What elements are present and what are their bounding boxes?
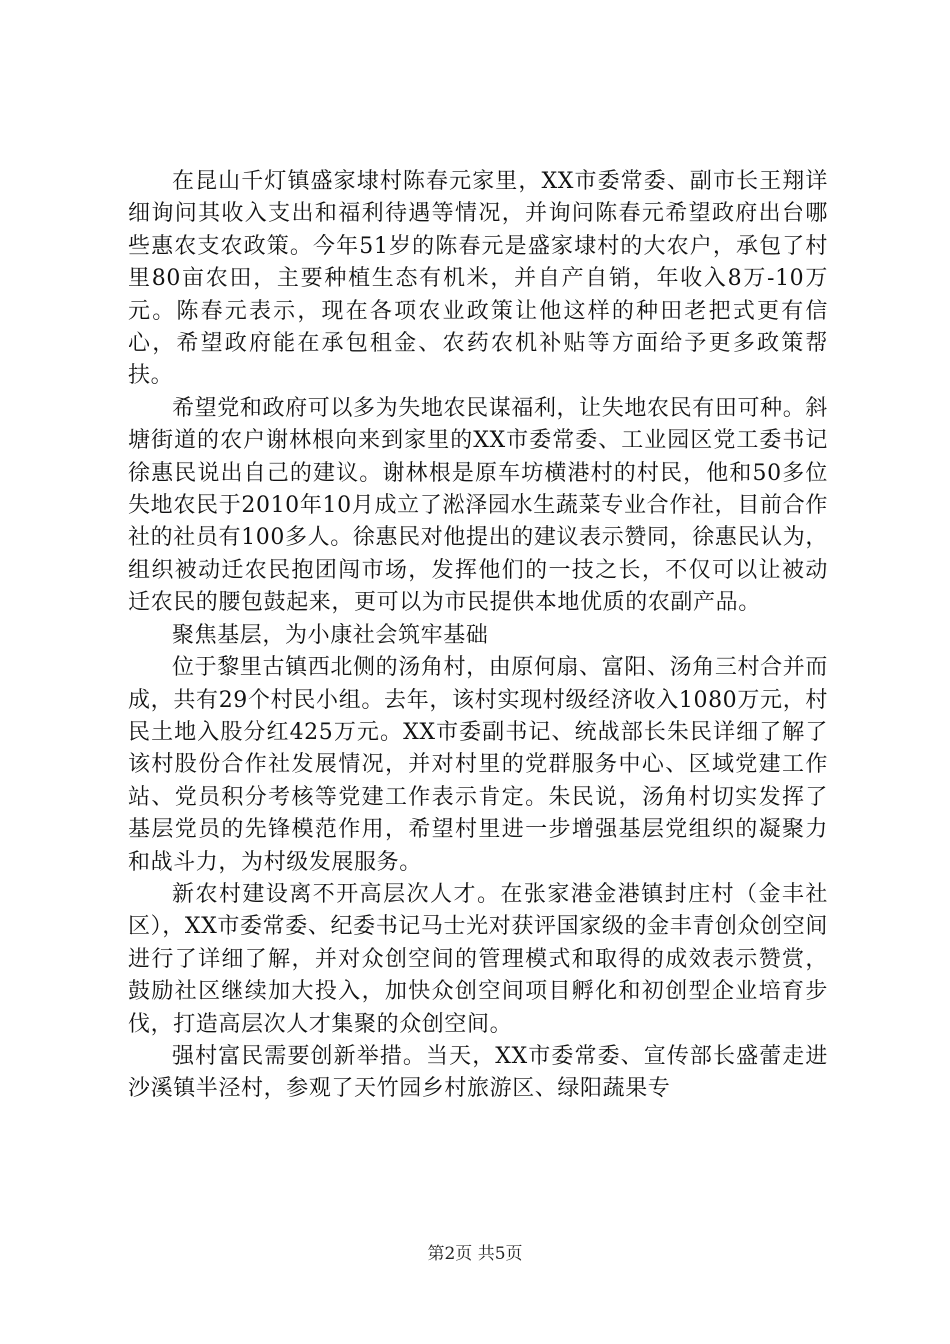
- paragraph-chen-chunyuan: 在昆山千灯镇盛家埭村陈春元家里，XX市委常委、副市长王翔详细询问其收入支出和福利待遇等情况，并询问陈春元希望政府出台哪些惠农支农政策。今年51岁的陈春元是盛家埭村的大农户，承包了村里80亩农田，主要种植生态有机米，并自产自销，年收入8万-10万元。陈春元表示，现在各项农业政策让他这样的种田老把式更有信心，希望政府能在承包租金、农药农机补贴等方面给予更多政策帮扶。: [128, 169, 828, 389]
- paragraph-innovation: 强村富民需要创新举措。当天，XX市委常委、宣传部长盛蕾走进沙溪镇半泾村，参观了天竹园乡村旅游区、绿阳蔬果专: [128, 1043, 828, 1102]
- paragraph-talent: 新农村建设离不开高层次人才。在张家港金港镇封庄村（金丰社区），XX市委常委、纪委书记马士光对获评国家级的金丰青创众创空间进行了详细了解，并对众创空间的管理模式和取得的成效表示赞赏，鼓励社区继续加大投入，加快众创空间项目孵化和初创型企业培育步伐，打造高层次人才集聚的众创空间。: [128, 881, 828, 1037]
- paragraph-xie-lingen: 希望党和政府可以多为失地农民谋福利，让失地农民有田可种。斜塘街道的农户谢林根向来到家里的XX市委常委、工业园区党工委书记徐惠民说出自己的建议。谢林根是原车坊横港村的村民，他和50多位失地农民于2010年10月成立了淞泽园水生蔬菜专业合作社，目前合作社的社员有100多人。徐惠民对他提出的建议表示赞同，徐惠民认为，组织被动迁农民抱团闯市场，发挥他们的一技之长，不仅可以让被动迁农民的腰包鼓起来，更可以为市民提供本地优质的农副产品。: [128, 395, 828, 616]
- page-number-footer: 第2页 共5页: [427, 1244, 523, 1264]
- section-heading: 聚焦基层，为小康社会筑牢基础: [172, 622, 489, 648]
- paragraph-tangjiao-village: 位于黎里古镇西北侧的汤角村，由原何扇、富阳、汤角三村合并而成，共有29个村民小组。去年，该村实现村级经济收入1080万元，村民土地入股分红425万元。XX市委副书记、统战部长朱民详细了解了该村股份合作社发展情况，并对村里的党群服务中心、区域党建工作站、党员积分考核等党建工作表示肯定。朱民说，汤角村切实发挥了基层党员的先锋模范作用，希望村里进一步增强基层党组织的凝聚力和战斗力，为村级发展服务。: [128, 655, 828, 875]
- document-body: [128, 166, 828, 1106]
